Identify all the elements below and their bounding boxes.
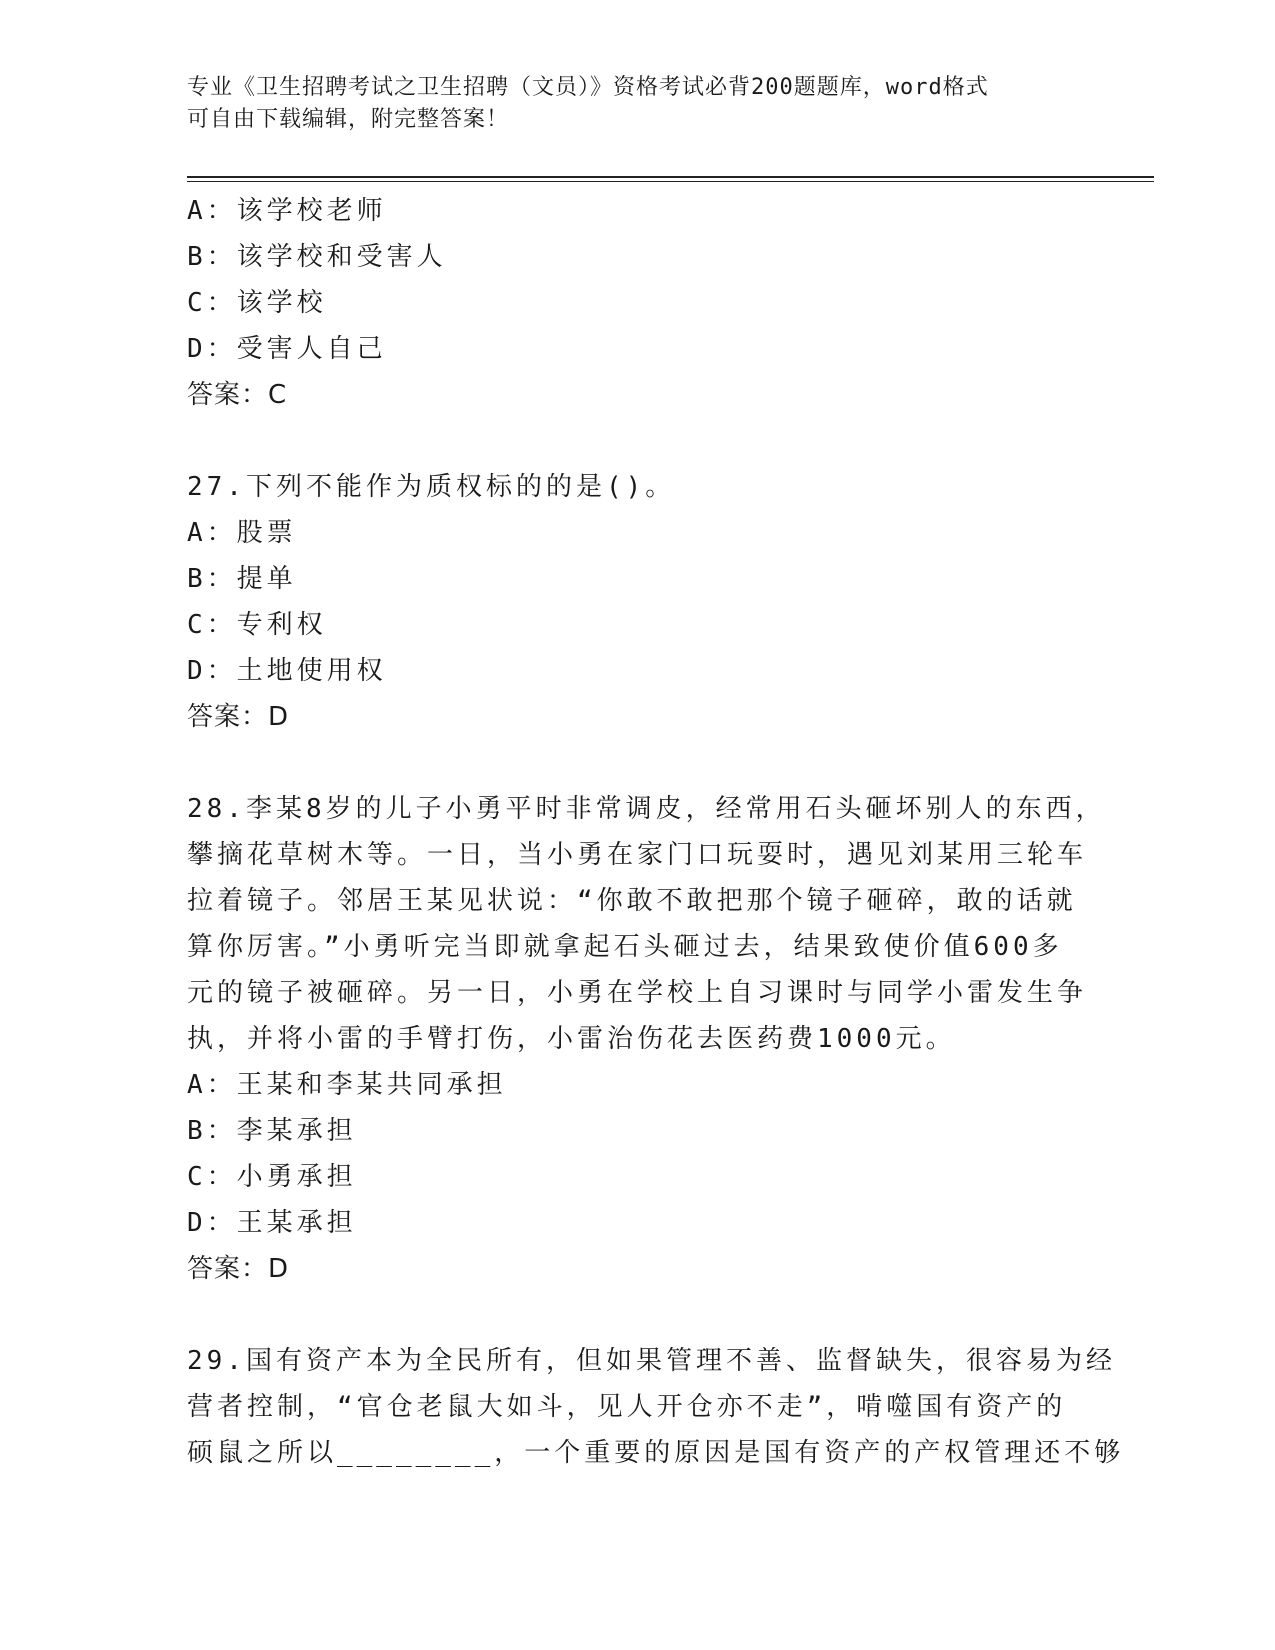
question-stem-line: 硕鼠之所以________，一个重要的原因是国有资产的产权管理还不够 bbox=[187, 1438, 1125, 1468]
header-title-line-1: 专业《卫生招聘考试之卫生招聘（文员）》资格考试必背200题题库，word格式 bbox=[187, 75, 989, 100]
option-c: C：专利权 bbox=[187, 610, 327, 640]
question-stem-line: 元的镜子被砸碎。另一日，小勇在学校上自习课时与同学小雷发生争 bbox=[187, 978, 1088, 1008]
spacer bbox=[187, 418, 1087, 464]
question-content bbox=[187, 188, 1125, 1476]
option-d: D：王某承担 bbox=[187, 1208, 357, 1238]
question-stem-line: 28.李某8岁的儿子小勇平时非常调皮，经常用石头砸坏别人的东西， bbox=[187, 794, 1106, 824]
answer: 答案：D bbox=[187, 1254, 290, 1284]
header-title-line-2: 可自由下载编辑，附完整答案！ bbox=[187, 107, 510, 132]
header-divider-thick bbox=[187, 176, 1154, 178]
option-d: D：土地使用权 bbox=[187, 656, 387, 686]
spacer bbox=[187, 1292, 1087, 1338]
answer: 答案：D bbox=[187, 702, 290, 732]
header-divider-thin bbox=[187, 181, 1154, 182]
question-stem-line: 29.国有资产本为全民所有，但如果管理不善、监督缺失，很容易为经 bbox=[187, 1346, 1116, 1376]
question-stem-line: 拉着镜子。邻居王某见状说：“你敢不敢把那个镜子砸碎，敢的话就 bbox=[187, 886, 1077, 916]
option-a: A：王某和李某共同承担 bbox=[187, 1070, 507, 1100]
option-a: A：股票 bbox=[187, 518, 297, 548]
document-header bbox=[187, 72, 1087, 136]
question-26 bbox=[187, 188, 1087, 418]
option-d: D：受害人自己 bbox=[187, 334, 387, 364]
question-29 bbox=[187, 1338, 1125, 1476]
question-stem-line: 执，并将小雷的手臂打伤，小雷治伤花去医药费1000元。 bbox=[187, 1024, 956, 1054]
question-27 bbox=[187, 464, 1087, 740]
question-stem-line: 算你厉害。”小勇听完当即就拿起石头砸过去，结果致使价值600多 bbox=[187, 932, 1063, 962]
spacer bbox=[187, 740, 1087, 786]
answer: 答案：C bbox=[187, 380, 288, 410]
option-b: B：该学校和受害人 bbox=[187, 242, 447, 272]
option-b: B：提单 bbox=[187, 564, 297, 594]
option-c: C：小勇承担 bbox=[187, 1162, 357, 1192]
question-stem-line: 营者控制，“官仓老鼠大如斗，见人开仓亦不走”，啃噬国有资产的 bbox=[187, 1392, 1067, 1422]
option-c: C：该学校 bbox=[187, 288, 327, 318]
question-28 bbox=[187, 786, 1106, 1292]
question-stem: 27.下列不能作为质权标的的是()。 bbox=[187, 472, 676, 502]
option-b: B：李某承担 bbox=[187, 1116, 357, 1146]
question-stem-line: 攀摘花草树木等。一日，当小勇在家门口玩耍时，遇见刘某用三轮车 bbox=[187, 840, 1088, 870]
option-a: A：该学校老师 bbox=[187, 196, 387, 226]
